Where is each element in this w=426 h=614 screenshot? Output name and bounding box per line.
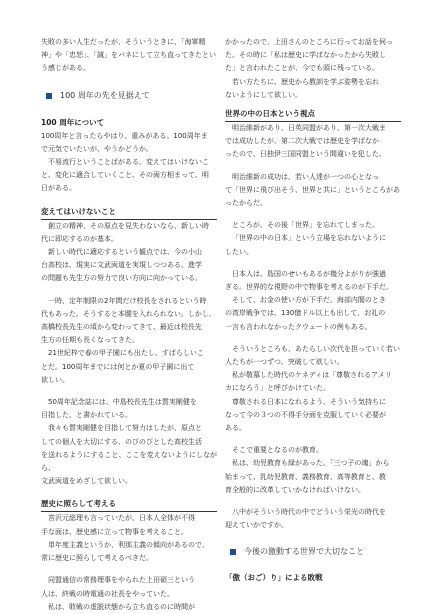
paragraph-line: カになろう」と呼びかけていた。	[225, 384, 330, 393]
paragraph-line: では成功したが、第二次大戦では歴史を学ばなか	[225, 137, 379, 146]
subheading-history: 歴史に照らして考える	[41, 497, 217, 512]
paragraph-line: 創立の精神、その原点を見失わないなら、新しい時	[48, 221, 209, 230]
paragraph-line: 八中がそういう時代の中でどういう栄光の時代を	[232, 508, 386, 517]
paragraph-line: ないようにして欲しい。	[225, 90, 302, 99]
square-bullet-icon	[230, 549, 236, 555]
paragraph-line: 私が敬慕した時代のケネディは「尊敬されるアメリ	[232, 371, 392, 380]
paragraph-line: そこで重要となるのが教育。	[232, 446, 323, 455]
right-column	[225, 0, 401, 584]
section-heading-future-world	[225, 545, 401, 559]
paragraph-line: 明治維新があり、日英同盟があり、第一次大戦ま	[232, 124, 386, 133]
paragraph-line: で元気でいたいが、やうかどうか。	[41, 144, 153, 153]
subheading-japan-in-world: 世界の中の日本という視点	[225, 107, 401, 122]
paragraph-line: て「世界に飛び出そう、世界と共に」というところがあ	[225, 185, 400, 194]
square-bullet-icon	[46, 93, 52, 99]
subheading-about-100-years: 100 周年について	[41, 117, 105, 127]
section-heading-text: 今後の激動する世界で大切なこと	[244, 546, 364, 556]
paragraph-line: ったので、日独伊三国同盟という間違いを犯した。	[225, 150, 386, 159]
paragraph-line: 人は、終戦の時電通の社長をやっていた。	[41, 589, 174, 598]
section-heading-100-years	[41, 89, 217, 103]
paragraph-line: 育全般的に改革していかなければいけない。	[225, 485, 365, 494]
paragraph-line: ある。	[225, 424, 246, 433]
paragraph-line: 同盟通信の常務理事をやられた上田碩三という	[48, 576, 195, 585]
paragraph-line: の問題も先生方の努力で良い方向に向かっている。	[41, 274, 202, 283]
paragraph-line: 私は、敗戦の虚脱状態から立ち直るのに時間が	[48, 602, 195, 611]
paragraph-line: 代もあった。そうすると本腰を入れられない。しかし、	[41, 309, 216, 318]
paragraph-line: 高橋校長先生の頃から変わってきて、最近は校長先	[41, 323, 202, 332]
paragraph-line: 手な面は、歴史感に立って物事を考えること。	[41, 527, 188, 536]
paragraph-line: の湾岸戦争では、130億ドル以上も出して、お礼の	[225, 309, 386, 318]
paragraph-line: 始まって、乳幼児教育、義務教育、高等教育と、教	[225, 472, 386, 481]
paragraph-line: そして、お金の使い方が下手だ。海部内閣のとき	[232, 296, 386, 305]
paragraph-line: 生方の任期も長くなってきた。	[41, 336, 139, 345]
paragraph-line: 新しい時代に適応するという観点では、今の小山	[48, 248, 202, 257]
intro-line: う感じがある。	[41, 64, 90, 73]
section-heading-text: 100 周年の先を見据えて	[60, 90, 150, 100]
paragraph-line: そういうところも、あたらしい次代を担っていく若い	[232, 344, 400, 353]
paragraph-line: 尊敬される日本になれるよう、そういう気持ちに	[232, 397, 386, 406]
paragraph-line: 「世界の中の日本」という立場を忘れないように	[232, 234, 386, 243]
paragraph-line: なって今の３つの不得手分面を克服していく必要が	[225, 410, 386, 419]
paragraph-line: 宮沢元総理も言っていたが、日本人全体が不得	[48, 514, 195, 523]
paragraph-line: 我々も質実剛健を目指して努力はしたが、原点と	[48, 424, 202, 433]
paragraph-line: た」と言われたことが、今でも頭に残っている。	[225, 64, 379, 73]
paragraph-line: 21世紀枠で春の甲子園にも出たし、すばらしいこ	[48, 349, 204, 358]
paragraph-line: と、変化に適合していくこと、その両方相まって、明	[41, 171, 209, 180]
paragraph-line: 代に即応するのが基本。	[41, 234, 118, 243]
paragraph-line: ところが、その後「世界」を忘れてしまった。	[232, 221, 379, 230]
paragraph-line: かかったので、上田さんのところに行ってお話を伺っ	[225, 38, 393, 46]
paragraph-line: た。その時に「私は歴史に学ばなかったから失敗し	[225, 51, 386, 60]
paragraph-line: 若い方たちに、歴史から教訓を学ぶ姿勢を忘れ	[232, 77, 379, 86]
paragraph-line: 人たちが一つずつ、突破して欲しい。	[225, 358, 344, 367]
paragraph-line: しての個人を大切にする、のびのびとした高校生活	[41, 437, 202, 446]
paragraph-line: 目指した、と書かれている。	[41, 411, 132, 420]
paragraph-line: 文武両道をめざして欲しい。	[41, 477, 132, 486]
paragraph-line: 明治維新の成功は、若い人達が一つの心となっ	[232, 172, 379, 181]
subheading-unchangeable: 変えてはいけないこと	[41, 205, 217, 220]
paragraph-line: 日本人は、島国のせいもあるが幾分よがりが強過	[232, 269, 386, 278]
paragraph-line: 単年度主義というか、利那主義の傾向があるので、	[48, 540, 209, 549]
paragraph-line: 日がある。	[41, 184, 76, 193]
paragraph-line: 迎えていかですか。	[225, 521, 288, 530]
paragraph-line: ったからだ。	[225, 199, 267, 208]
paragraph-line: したい。	[225, 247, 253, 256]
subheading-arrogance-defeat: 「傲（おご）り」による敗戦	[225, 572, 323, 582]
intro-line: 神」や「忠恕」、「誠」をバネにして立ち直ってきたとい	[41, 51, 216, 60]
left-column	[41, 0, 217, 614]
paragraph-line: 50周年記念誌には、中島校長先生は質実剛健を	[48, 398, 197, 407]
paragraph-line: 台高校は、現実に文武両道を実現しつつある。進学	[41, 261, 202, 270]
paragraph-line: 私は、幼児教育も緑があった。「三つ子の魂」から	[232, 459, 390, 468]
intro-line: 失敗の多い人生だったが、そういうときに、「海軍精	[41, 38, 206, 46]
paragraph-line: 不易流行ということばがある。変えてはいけないこ	[48, 158, 209, 167]
paragraph-line: ぎる。世界的な視野の中で物事を考えるのが下手だ。	[225, 283, 393, 292]
paragraph-line: 一時、定年制限の2年間だけ校長をされるという時	[48, 296, 207, 305]
paragraph-line: とだ。100周年までには何とか夏の甲子園に出て	[41, 362, 195, 371]
paragraph-line: 100周年と言ったらやはり、重みがある。100周年ま	[41, 131, 208, 140]
paragraph-line: 欲しい。	[41, 375, 69, 384]
paragraph-line: 一言も言われなかったクウェートの例もある。	[225, 322, 372, 331]
paragraph-line: を送れるようにすること、ここを変えないようにしながら、	[41, 450, 217, 473]
paragraph-line: 常に歴史に照らして考えるべきだ。	[41, 554, 153, 563]
